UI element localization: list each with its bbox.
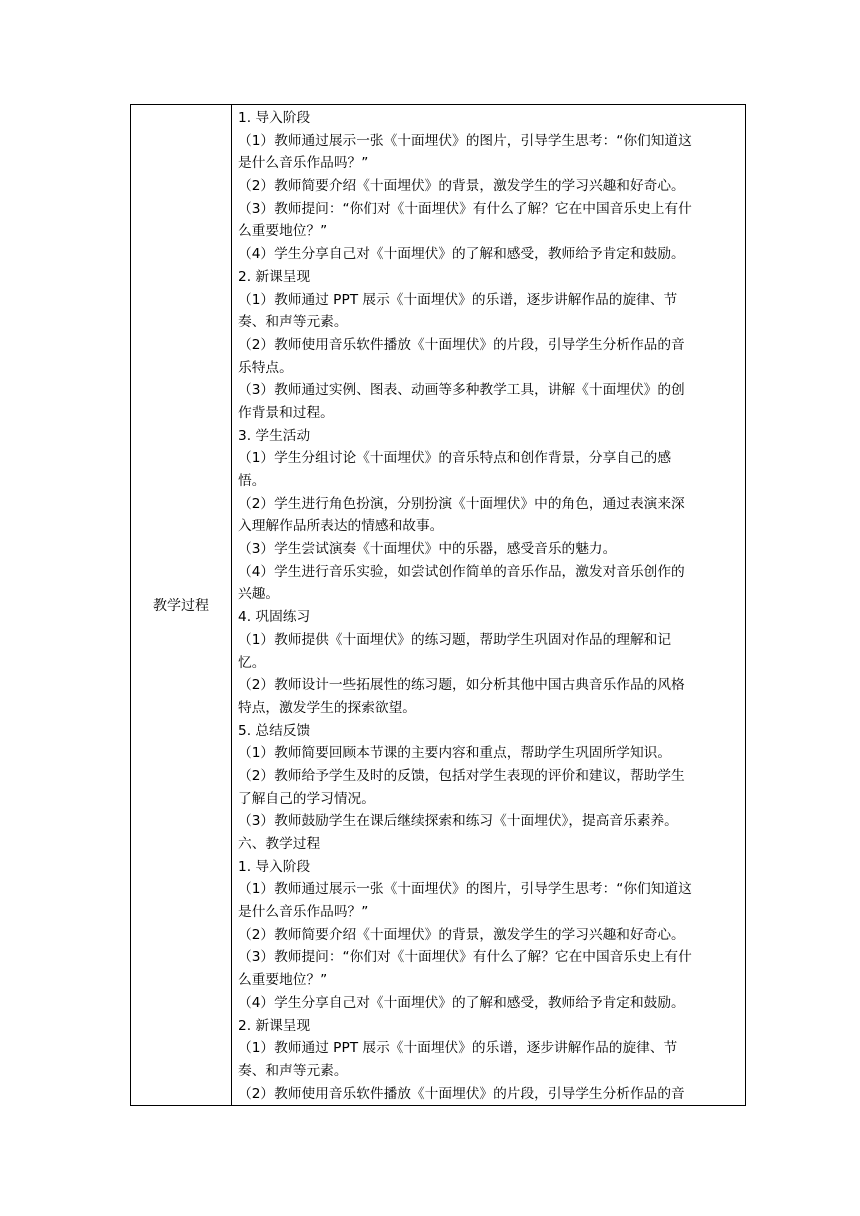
text-line: （3）教师通过实例、图表、动画等多种教学工具，讲解《十面埋伏》的创 (238, 382, 685, 399)
text-line: （2）教师使用音乐软件播放《十面埋伏》的片段，引导学生分析作品的音 (238, 1085, 685, 1102)
text-line: 是什么音乐作品吗？” (238, 155, 369, 172)
text-line: （2）教师简要介绍《十面埋伏》的背景，激发学生的学习兴趣和好奇心。 (238, 178, 685, 195)
text-line: （4）学生分享自己对《十面埋伏》的了解和感受，教师给予肯定和鼓励。 (238, 994, 685, 1011)
text-line: 么重要地位？” (238, 223, 328, 240)
text-line: （3）教师鼓励学生在课后继续探索和练习《十面埋伏》，提高音乐素养。 (238, 813, 678, 830)
text-line: 2. 新课呈现 (238, 1017, 311, 1034)
text-line: 作背景和过程。 (238, 404, 334, 421)
text-line: （1）教师提供《十面埋伏》的练习题，帮助学生巩固对作品的理解和记 (238, 631, 672, 648)
text-line: 1. 导入阶段 (238, 858, 311, 875)
text-line: 2. 新课呈现 (238, 268, 311, 285)
text-line: （1）学生分组讨论《十面埋伏》的音乐特点和创作背景，分享自己的感 (238, 450, 672, 467)
table-row (131, 105, 746, 1106)
text-line: （3）学生尝试演奏《十面埋伏》中的乐器，感受音乐的魅力。 (238, 541, 617, 558)
text-line: （1）教师简要回顾本节课的主要内容和重点，帮助学生巩固所学知识。 (238, 745, 672, 762)
row-label-cell (131, 105, 232, 1106)
text-line: （1）教师通过 PPT 展示《十面埋伏》的乐谱，逐步讲解作品的旋律、节 (238, 1040, 678, 1057)
text-line: 乐特点。 (238, 359, 293, 376)
text-line: （2）教师设计一些拓展性的练习题，如分析其他中国古典音乐作品的风格 (238, 677, 685, 694)
text-line: 是什么音乐作品吗？” (238, 904, 369, 921)
text-line: 忆。 (238, 654, 266, 671)
text-line: 入理解作品所表达的情感和故事。 (238, 518, 444, 535)
row-label: 教学过程 (153, 598, 209, 615)
text-line: 兴趣。 (238, 586, 280, 603)
text-line: （3）教师提问：“你们对《十面埋伏》有什么了解？它在中国音乐史上有什 (238, 949, 692, 966)
text-line: 六、教学过程 (238, 836, 321, 852)
text-line: 5. 总结反馈 (238, 722, 311, 739)
text-line: （1）教师通过展示一张《十面埋伏》的图片，引导学生思考：“你们知道这 (238, 881, 692, 898)
text-line: 奏、和声等元素。 (238, 1062, 348, 1079)
text-line: （1）教师通过 PPT 展示《十面埋伏》的乐谱，逐步讲解作品的旋律、节 (238, 291, 678, 308)
text-line: （4）学生进行音乐实验，如尝试创作简单的音乐作品，激发对音乐创作的 (238, 563, 685, 580)
row-content-cell (232, 105, 746, 1106)
text-line: 悟。 (238, 473, 266, 489)
text-line: 了解自己的学习情况。 (238, 790, 375, 807)
text-line: （4）学生分享自己对《十面埋伏》的了解和感受，教师给予肯定和鼓励。 (238, 246, 685, 263)
lesson-plan-table (130, 104, 746, 1106)
text-line: 4. 巩固练习 (238, 609, 311, 626)
text-line: （2）教师给予学生及时的反馈，包括对学生表现的评价和建议，帮助学生 (238, 767, 685, 784)
text-line: 奏、和声等元素。 (238, 314, 348, 331)
teaching-process-text (232, 105, 745, 1105)
text-line: 么重要地位？” (238, 972, 328, 989)
text-line: 1. 导入阶段 (238, 110, 311, 126)
text-line: （2）学生进行角色扮演，分别扮演《十面埋伏》中的角色，通过表演来深 (238, 495, 685, 512)
text-line: （1）教师通过展示一张《十面埋伏》的图片，引导学生思考：“你们知道这 (238, 132, 692, 149)
text-line: 3. 学生活动 (238, 427, 311, 444)
text-line: （3）教师提问：“你们对《十面埋伏》有什么了解？它在中国音乐史上有什 (238, 200, 692, 217)
text-line: （2）教师简要介绍《十面埋伏》的背景，激发学生的学习兴趣和好奇心。 (238, 926, 685, 943)
text-line: 特点，激发学生的探索欲望。 (238, 699, 416, 716)
text-line: （2）教师使用音乐软件播放《十面埋伏》的片段，引导学生分析作品的音 (238, 336, 685, 353)
